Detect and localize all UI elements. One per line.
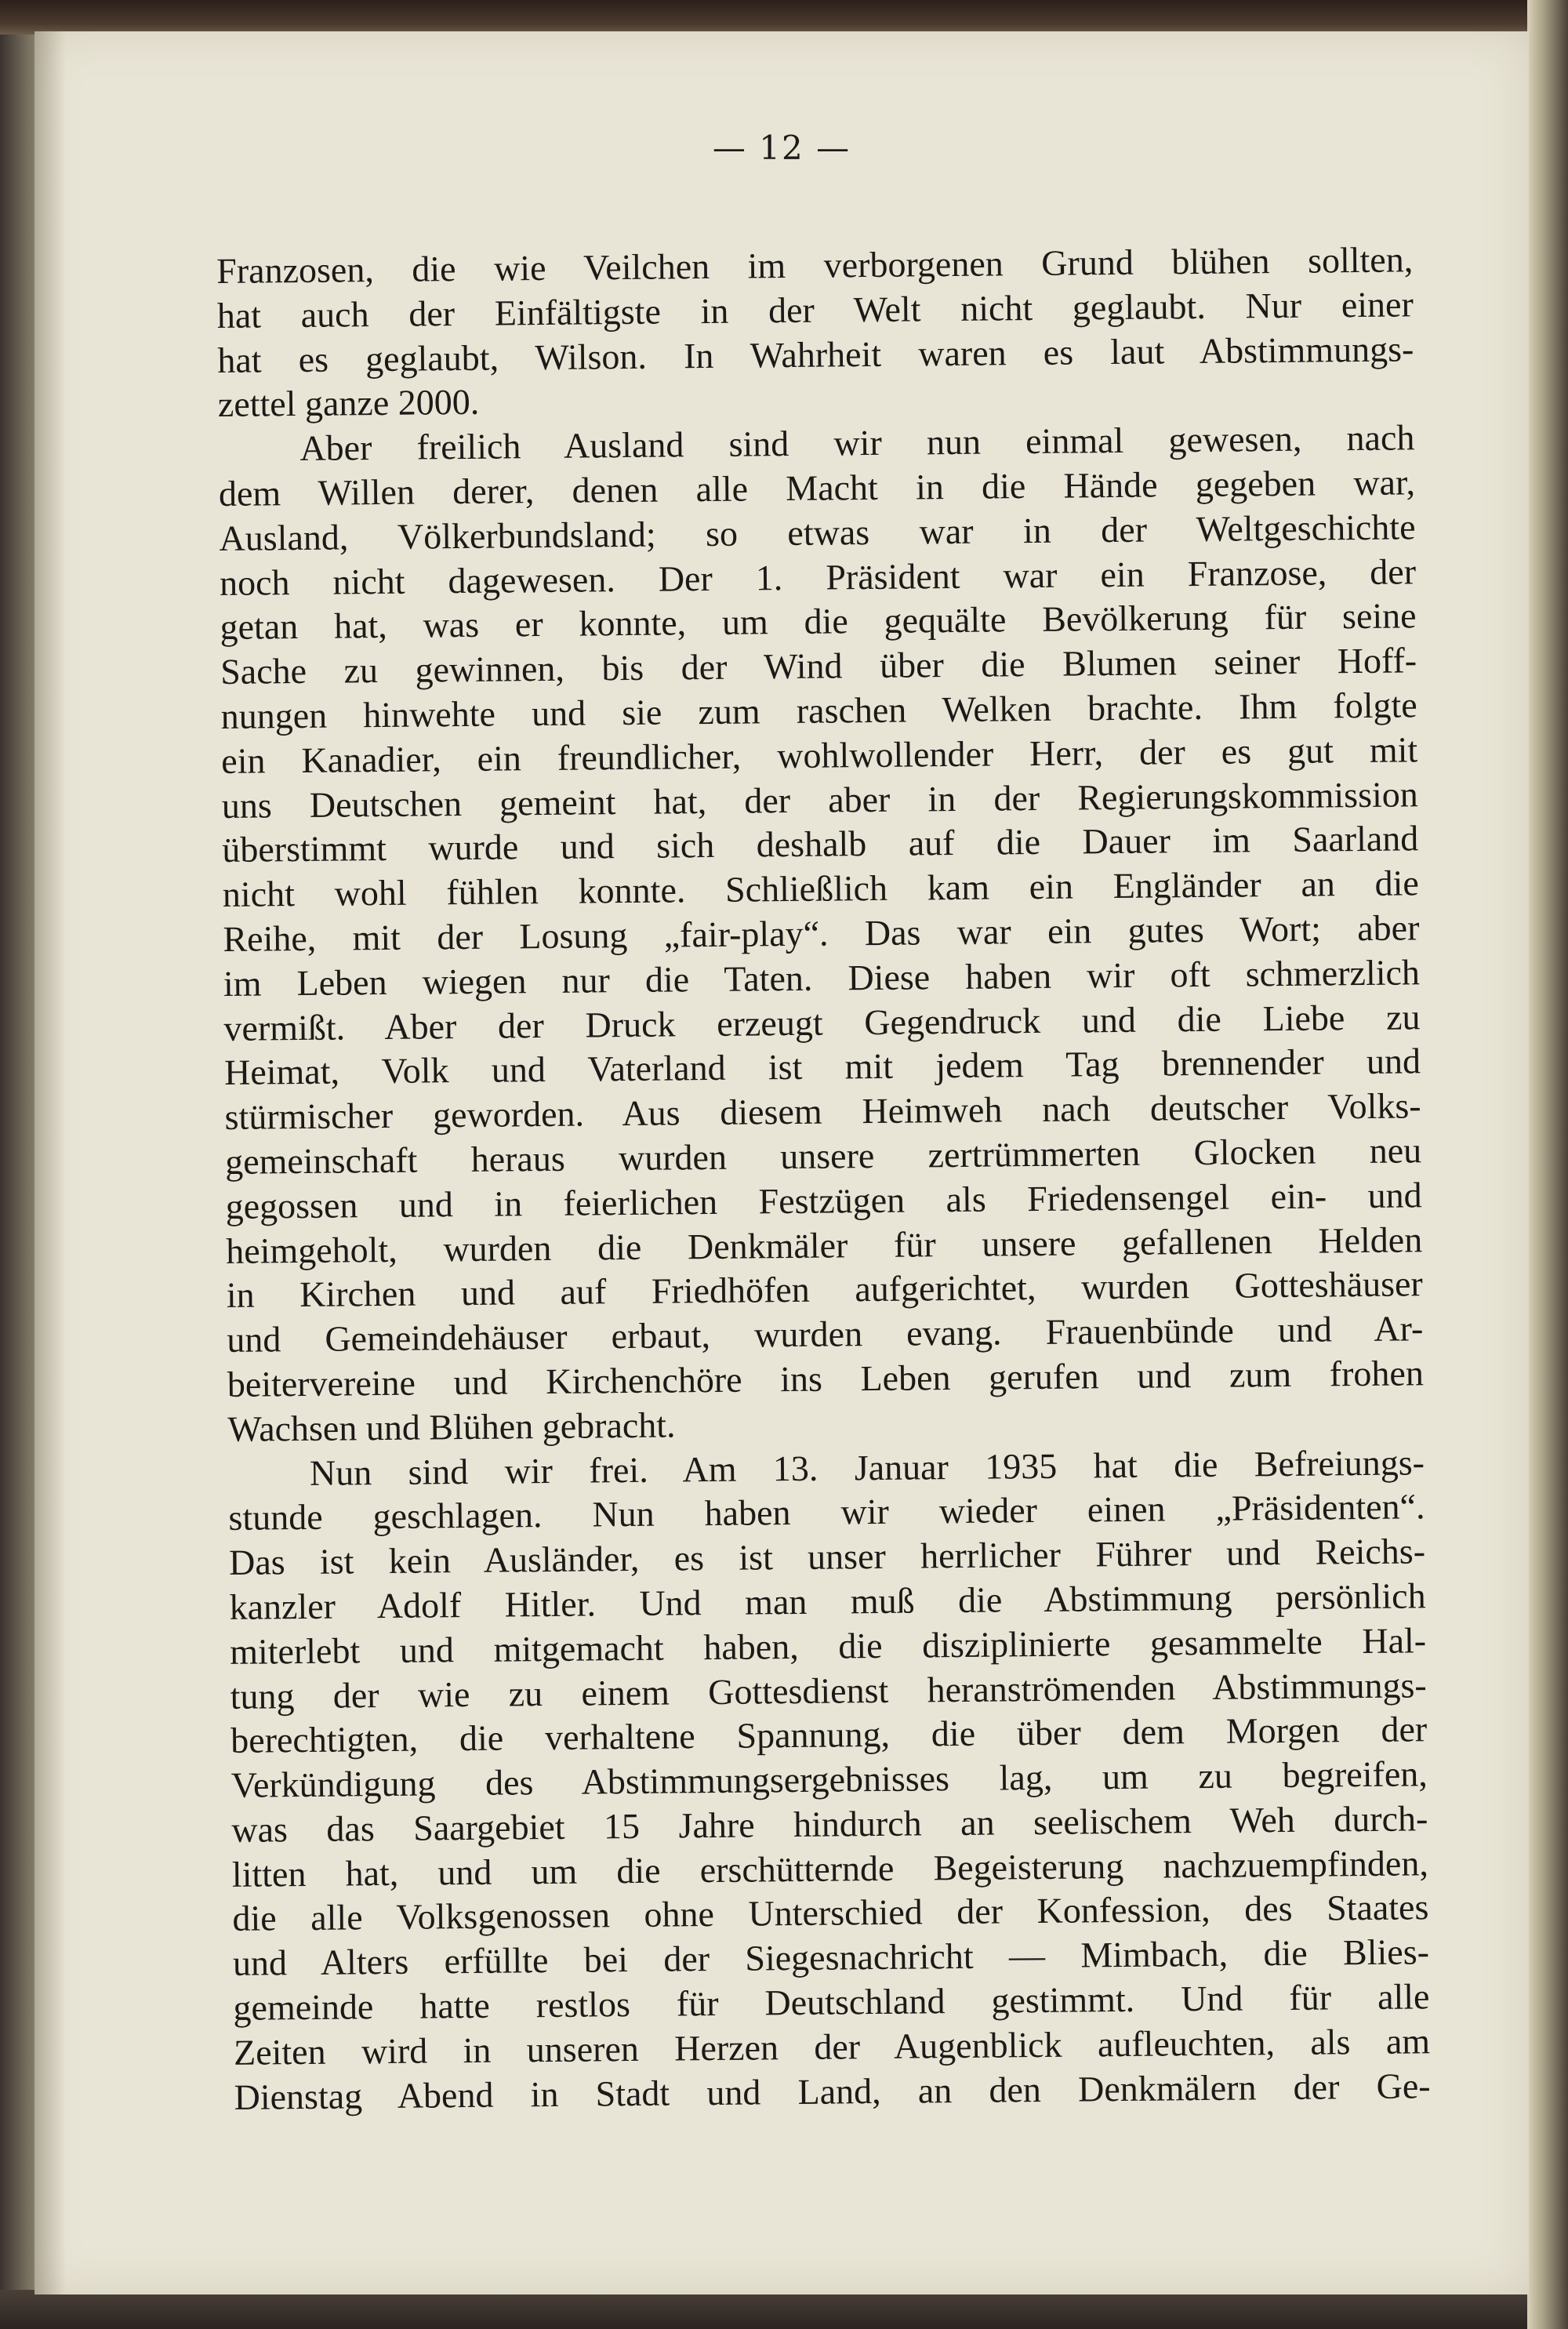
gutter-shadow [34,31,66,2294]
text-line: stunde geschlagen. Nun haben wir wieder einen „Präsidenten“. [228,1486,1425,1539]
text-line: Heimat, Volk und Vaterland ist mit jedem Tag brennender und [223,1041,1421,1093]
text-line: was das Saargebiet 15 Jahre hindurch an seelischem Weh durch- [231,1798,1428,1850]
text-line: Sache zu gewinnen, bis der Wind über die Blumen seiner Hoff- [220,640,1417,692]
text-line: litten hat, und um die erschütternde Begeisterung nachzuempfinden, [231,1842,1429,1895]
text-line: noch nicht dagewesen. Der 1. Präsident war ein Franzose, der [219,550,1417,603]
text-line: gemeinschaft heraus wurden unsere zertrümmerten Glocken neu [224,1130,1422,1182]
text-line: Nun sind wir frei. Am 13. Januar 1935 hat die Befreiungs- [309,1441,1425,1493]
text-line: Das ist kein Ausländer, es ist unser herrlicher Führer und Reichs- [228,1531,1426,1583]
text-line: die alle Volksgenossen ohne Unterschied der Konfession, des Staates [232,1887,1429,1939]
text-line: Verkündigung des Abstimmungsergebnisses lag, um zu begreifen, [230,1753,1428,1806]
text-line: in Kirchen und auf Friedhöfen aufgerichtet, wurden Gotteshäuser [226,1263,1423,1316]
text-line: tung der wie zu einem Gottesdienst heranströmenden Abstimmungs- [230,1664,1427,1717]
text-line: im Leben wiegen nur die Taten. Diese haben wir oft schmerzlich [223,952,1421,1004]
text-line: beitervereine und Kirchenchöre ins Leben gerufen und zum frohen [227,1353,1425,1404]
text-line: vermißt. Aber der Druck erzeugt Gegendruck und die Liebe zu [223,996,1421,1048]
text-line: ein Kanadier, ein freundlicher, wohlwollender Herr, der es gut mit [221,729,1418,781]
text-line: Aber freilich Ausland sind wir nun einmal gewesen, nach [299,417,1415,469]
page-number: — 12 — [712,129,851,167]
text-line: Ausland, Völkerbundsland; so etwas war in der Weltgeschichte [219,507,1416,558]
book-binding-top [0,0,1568,35]
text-line: Reihe, mit der Losung „fair-play“. Das war ein gutes Wort; aber [223,907,1420,959]
text-line: stürmischer geworden. Aus diesem Heimweh nach deutscher Volks- [224,1085,1421,1138]
text-line: überstimmt wurde und sich deshalb auf die Dauer im Saarland [222,818,1419,870]
text-line: und Alters erfüllte bei der Siegesnachricht — Mimbach, die Blies- [232,1931,1430,1984]
text-line: zettel ganze 2000. [217,382,480,425]
book-binding-bottom [0,2290,1568,2329]
text-line: nicht wohl fühlen konnte. Schließlich kam ein Engländer an die [222,863,1420,915]
text-line: Dienstag Abend in Stadt und Land, an den Denkmälern der Ge- [234,2065,1431,2117]
text-line: Wachsen und Blühen gebracht. [227,1404,676,1449]
text-line: und Gemeindehäuser erbaut, wurden evang. Frauenbünde und Ar- [227,1308,1424,1361]
text-line: miterlebt und mitgemacht haben, die disziplinierte gesammelte Hal- [229,1619,1427,1672]
text-line: heimgeholt, wurden die Denkmäler für unsere gefallenen Helden [226,1219,1423,1271]
text-line: getan hat, was er konnte, um die gequälte Bevölkerung für seine [220,595,1417,648]
text-line: gemeinde hatte restlos für Deutschland gestimmt. Und für alle [233,1976,1430,2028]
text-line: kanzler Adolf Hitler. Und man muß die Abstimmung persönlich [229,1575,1426,1627]
page-stack-edge [1527,0,1568,2329]
text-line: hat auch der Einfältigste in der Welt nicht geglaubt. Nur einer [216,284,1414,336]
text-line: dem Willen derer, denen alle Macht in die Hände gegeben war, [218,462,1416,514]
text-line: uns Deutschen gemeint hat, der aber in der Regierungskommission [221,773,1418,826]
text-line: nungen hinwehte und sie zum raschen Welken brachte. Ihm folgte [220,685,1417,736]
text-line: hat es geglaubt, Wilson. In Wahrheit waren es laut Abstimmungs- [217,328,1414,380]
text-line: Franzosen, die wie Veilchen im verborgenen Grund blühen sollten, [216,239,1414,291]
book-page [34,31,1529,2294]
body-text [216,238,1431,2120]
text-line: gegossen und in feierlichen Festzügen als Friedensengel ein- und [225,1175,1422,1226]
book-binding-left [0,0,38,2329]
text-line: berechtigten, die verhaltene Spannung, die über dem Morgen der [230,1709,1428,1761]
text-line: Zeiten wird in unseren Herzen der Augenblick aufleuchten, als am [233,2021,1431,2073]
